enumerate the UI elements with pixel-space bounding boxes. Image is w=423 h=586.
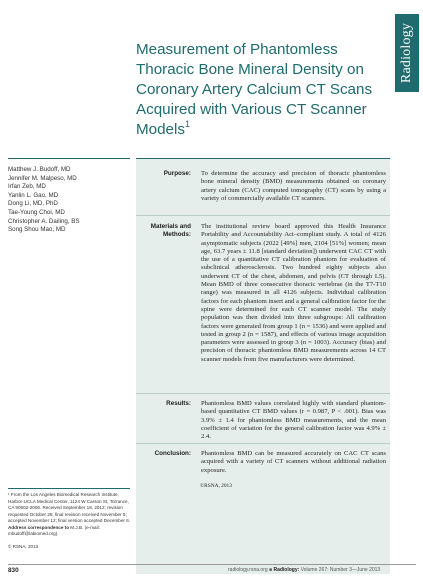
author: Dong Li, MD, PhD — [8, 200, 58, 208]
journal-band-label: Radiology — [399, 22, 414, 84]
article-title-text: Measurement of Phantomless Thoracic Bone Mineral Density on Coronary Artery Calcium CT Scans Acquired with Various CT Scanner Models — [136, 41, 373, 138]
abstract-box — [136, 158, 390, 574]
methods-text: The institutional review board approved this Health Insurance Portability and Accountability Act–compliant study. A total of 4126 asymptomatic subjects (2022 [49%] men, 2104 [51%] women; mean age, 63.7 years ± 11.8 [standard deviation]) underwent CAC CT with the use of a quantitative CT calibration phantom for evaluation of subclinical atherosclerosis. Two hundred eighty subjects also underwent CT of the chest, abdomen, and pelvis (CT through L5). Mean BMD of three consecutive thoracic vertebrae (in the T7-T10 range) was measured in all 4126 subjects. Individual calibration factors for each phantom insert and a general calibration factor for the spine were determined for each CT scanner model. The study population was then divided into three subgroups: All calibration factors were generated from group 1 (n = 1536) and were applied and tested in group 2 (n = 1587), and effects of various image acquisition parameters were assessed in group 3 (n = 1003). Accuracy (bias) and precision of thoracic phantomless BMD measurements across 14 CT scanner models from five manufacturers were determined. — [201, 223, 386, 363]
author-list — [8, 166, 132, 235]
methods-label — [136, 223, 191, 239]
author-rule — [8, 158, 130, 159]
results-text: Phantomless BMD values correlated highly with standard phantom-based quantitative CT BMD values (r = 0.987, P < .001). Bias was 3.9% ± 1.4 for phantomless BMD measurements, and the mean coefficient of variation for the general calibration factor was 4.9% ± 2.4. — [201, 400, 386, 441]
section-divider — [136, 215, 390, 216]
journal-band — [395, 14, 419, 92]
conclusion-label: Conclusion: — [154, 450, 191, 457]
footer-volume: Volume 267: Number 3—June 2013 — [300, 567, 381, 573]
footnote-text: ¹ From the Los Angeles Biomedical Research Institute, Harbor-UCLA Medical Center, 1124 W Carson St, Torrance, CA 90502-2006. Received September 18, 2012; revision requested October 25; final revision received November 5; accepted November 12; final version accepted December 6. — [8, 492, 131, 523]
conclusion-text: Phantomless BMD can be measured accurately on CAC CT scans acquired with a variety of CT scanners without additional radiation exposure. — [201, 450, 386, 474]
page-number: 830 — [8, 567, 19, 574]
author: Yanlin L. Gao, MD — [8, 191, 59, 199]
author: Jennifer M. Malpeso, MD — [8, 174, 77, 182]
title-footnote-marker: 1 — [184, 119, 190, 129]
footer-site: radiology.rsna.org — [228, 567, 268, 573]
abstract-top-rule — [136, 158, 390, 159]
section-divider — [136, 393, 390, 394]
methods-label-line: Methods: — [163, 231, 191, 239]
results-label: Results: — [166, 400, 191, 407]
author: Irfan Zeb, MD — [8, 183, 46, 191]
methods-label-line: Materials and — [150, 223, 191, 230]
footer-citation — [228, 567, 380, 573]
section-divider — [136, 443, 390, 444]
footer-rule — [8, 564, 416, 565]
author: Song Shou Mao, MD — [8, 226, 66, 234]
author: Matthew J. Budoff, MD — [8, 166, 71, 173]
footer-journal: Radiology: — [273, 567, 300, 573]
correspondence-label: Address correspondence to — [8, 524, 70, 530]
purpose-label: Purpose: — [163, 170, 191, 177]
author: Tae-Young Choi, MD — [8, 208, 65, 216]
correspondence-text: M.J.B. (e-mail: mbudoff@labiomed.org). — [8, 524, 100, 536]
article-title — [136, 40, 391, 140]
footnote-rule — [8, 488, 130, 489]
footnote-copyright: © RSNA, 2013 — [8, 543, 39, 549]
abstract-copyright: ©RSNA, 2013 — [200, 483, 232, 489]
footer-separator: ■ — [269, 567, 273, 573]
author: Christopher A. Dailing, BS — [8, 217, 80, 225]
affiliation-footnote — [8, 492, 132, 550]
purpose-text: To determine the accuracy and precision of thoracic phantomless bone mineral density (BMD) measurements obtained on coronary artery calcium (CAC) computed tomography (CT) scans by using a variety of commercially available CT scanners. — [201, 170, 386, 202]
